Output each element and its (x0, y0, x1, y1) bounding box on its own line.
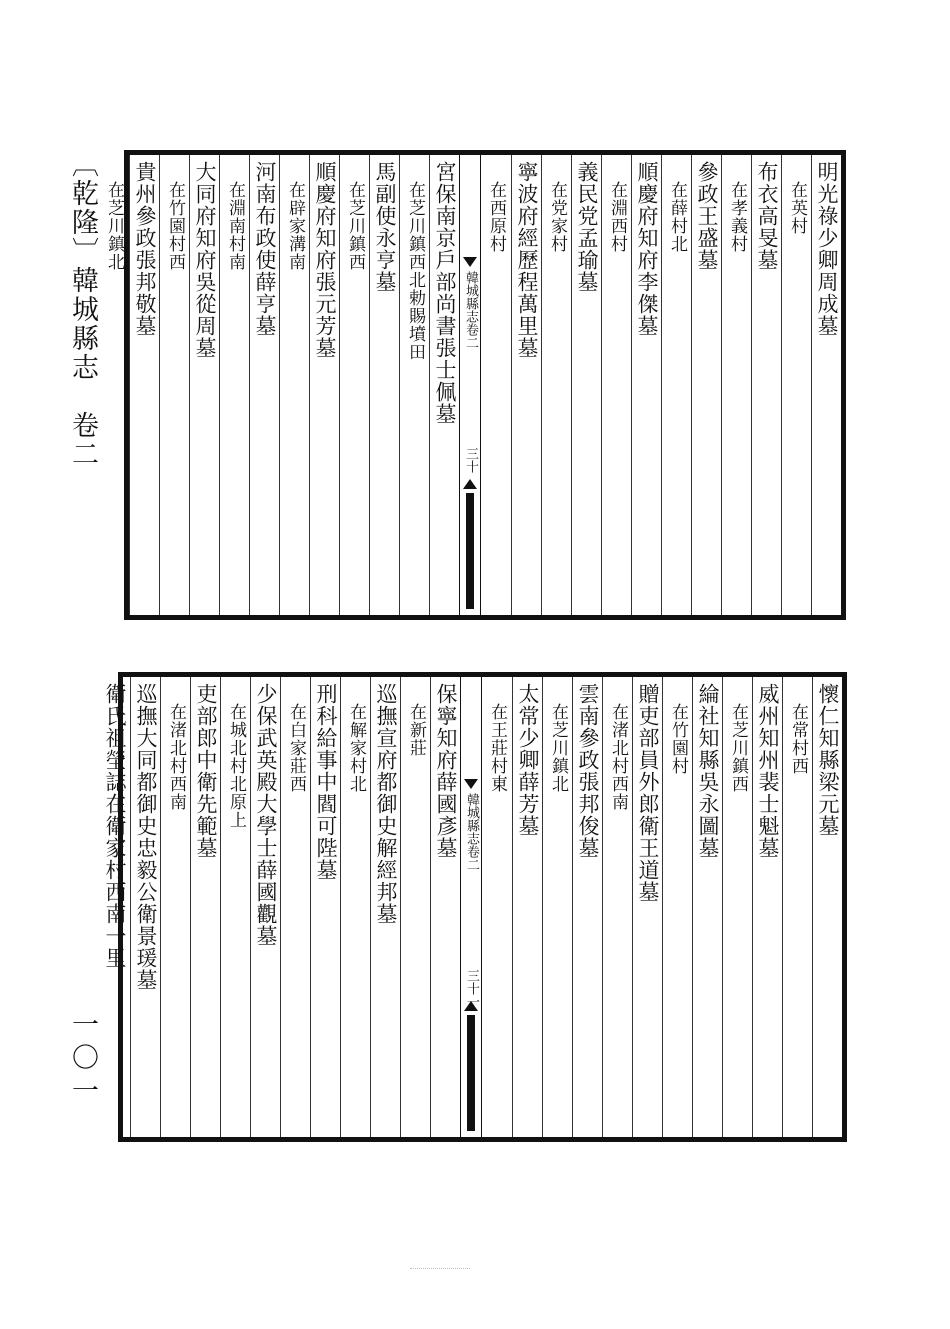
location-note-column (482, 677, 512, 1137)
tomb-entry-column (751, 155, 781, 615)
tomb-entry: 太常少卿薛芳墓 (516, 683, 540, 837)
location-note: 在新莊 (406, 703, 426, 757)
bottom-fold-center (460, 677, 482, 1137)
location-note-column (481, 155, 511, 615)
top-right-half (481, 155, 841, 615)
location-note: 在王莊村東 (487, 703, 507, 793)
tomb-entry-column (129, 155, 159, 615)
location-note: 在芝川鎮西 (345, 181, 365, 271)
bottom-right-half (482, 677, 842, 1137)
fish-tail-bottom-marker (463, 479, 477, 489)
tomb-entry: 寧波府經歷程萬里墓 (515, 161, 539, 359)
tomb-entry: 明光祿少卿周成墓 (815, 161, 839, 337)
tomb-entry: 順慶府知府張元芳墓 (313, 161, 337, 359)
location-note: 在芝川鎮北 (104, 181, 124, 271)
tomb-entry-column (572, 677, 602, 1137)
bottom-fold-number: 三十一 (464, 969, 479, 1008)
location-note: 在芝川鎮西 (728, 703, 748, 793)
tomb-entry-column (249, 155, 279, 615)
location-note-column (661, 155, 691, 615)
top-left-half (99, 155, 459, 615)
location-note: 在芝川鎮西北勅賜墳田 (405, 181, 425, 361)
fold-black-bar (467, 1015, 475, 1131)
tomb-entry: 保寧知府薛國彥墓 (434, 683, 458, 859)
tomb-entry-column (811, 155, 841, 615)
tomb-entry: 威州知州裴士魁墓 (756, 683, 780, 859)
bottom-left-half (100, 677, 460, 1137)
location-note: 在渚北村西南 (608, 703, 628, 811)
location-note-column (662, 677, 692, 1137)
tomb-entry: 河南布政使薛亨墓 (253, 161, 277, 337)
tomb-entry: 布衣高旻墓 (755, 161, 779, 271)
location-note-column (782, 677, 812, 1137)
tomb-entry-column (429, 155, 459, 615)
location-note-column (220, 677, 250, 1137)
location-note-column (602, 677, 632, 1137)
location-note: 在西原村 (486, 181, 506, 253)
tomb-entry-column (310, 677, 340, 1137)
tomb-entry-column (812, 677, 842, 1137)
tomb-entry: 少保武英殿大學士薛國觀墓 (254, 683, 278, 947)
location-note-column (722, 677, 752, 1137)
tomb-entry-column (369, 155, 399, 615)
location-note: 在孝義村 (727, 181, 747, 253)
tomb-entry: 義民党孟瑜墓 (575, 161, 599, 293)
fish-tail-top-marker (464, 779, 478, 789)
location-note-column (541, 155, 571, 615)
top-fold-label: 韓城縣志卷二 (463, 271, 478, 349)
location-note: 在薛村北 (667, 181, 687, 253)
tomb-entry: 大同府知府吳從周墓 (193, 161, 217, 359)
location-note: 在英村 (787, 181, 807, 235)
location-note-column (280, 677, 310, 1137)
tomb-entry: 懷仁知縣梁元墓 (816, 683, 840, 837)
tomb-entry: 參政王盛墓 (695, 161, 719, 271)
location-note-column (340, 677, 370, 1137)
tomb-entry: 巡撫宣府都御史解經邦墓 (374, 683, 398, 925)
tomb-entry: 綸社知縣吳永圖墓 (696, 683, 720, 859)
location-note-column (399, 155, 429, 615)
tomb-entry: 馬副使永亨墓 (373, 161, 397, 293)
top-fold-number: 三十 (463, 447, 478, 473)
tomb-entry: 贈吏部員外郎衛王道墓 (636, 683, 660, 903)
location-note: 在解家村北 (346, 703, 366, 793)
tomb-entry-column (692, 677, 722, 1137)
location-note: 在白家莊西 (286, 703, 306, 793)
top-fold-center (459, 155, 481, 615)
tomb-entry-column (190, 677, 220, 1137)
location-note-column (339, 155, 369, 615)
location-note-column (542, 677, 572, 1137)
tomb-entry-column (571, 155, 601, 615)
tomb-entry: 貴州參政張邦敬墓 (133, 161, 157, 337)
tomb-entry: 順慶府知府李傑墓 (635, 161, 659, 337)
tomb-entry-column (631, 155, 661, 615)
location-note: 在竹園村西 (165, 181, 185, 271)
location-note-column (400, 677, 430, 1137)
location-note-column (99, 155, 129, 615)
book-title-margin: 〔乾隆〕韓城縣志 卷二 (67, 150, 98, 469)
tomb-entry-column (430, 677, 460, 1137)
location-note-column (721, 155, 751, 615)
tomb-entry: 刑科給事中閻可陛墓 (314, 683, 338, 881)
page-number: 一〇一 (67, 1010, 98, 1109)
location-note: 在淵南村南 (225, 181, 245, 271)
location-note-column (601, 155, 631, 615)
location-note-column (159, 155, 189, 615)
tomb-entry-column (189, 155, 219, 615)
tomb-entry: 吏部郎中衛先範墓 (194, 683, 218, 859)
location-note-column (781, 155, 811, 615)
tomb-entry: 巡撫大同都御史忠毅公衛景瑗墓 (134, 683, 158, 991)
location-note: 在常村西 (788, 703, 808, 775)
bottom-page-frame (103, 672, 847, 1142)
location-note: 在渚北村西南 (166, 703, 186, 811)
tomb-entry: 宮保南京戶部尚書張士佩墓 (433, 161, 457, 425)
location-note: 在芝川鎮北 (548, 703, 568, 793)
tomb-entry: 雲南參政張邦俊墓 (576, 683, 600, 859)
tomb-entry: 衛氏祖塋誌在衛家村西南一里 (103, 683, 127, 969)
location-note-column (160, 677, 190, 1137)
location-note: 在淵西村 (607, 181, 627, 253)
bottom-fold-label: 韓城縣志卷二 (464, 793, 479, 871)
tomb-entry-column (100, 677, 130, 1137)
tomb-entry-column (309, 155, 339, 615)
tomb-entry-column (691, 155, 721, 615)
location-note: 在辟家溝南 (285, 181, 305, 271)
fold-black-bar (466, 493, 474, 609)
fish-tail-bottom-marker (464, 1001, 478, 1011)
tomb-entry-column (370, 677, 400, 1137)
top-page-frame (104, 150, 846, 620)
tomb-entry-column (250, 677, 280, 1137)
tomb-entry-column (512, 677, 542, 1137)
location-note: 在城北村北原上 (226, 703, 246, 829)
tomb-entry-column (632, 677, 662, 1137)
location-note-column (279, 155, 309, 615)
fish-tail-top-marker (463, 257, 477, 267)
location-note-column (219, 155, 249, 615)
tomb-entry-column (511, 155, 541, 615)
location-note: 在党家村 (547, 181, 567, 253)
tomb-entry-column (130, 677, 160, 1137)
location-note: 在竹園村 (668, 703, 688, 775)
tomb-entry-column (752, 677, 782, 1137)
scan-footer-mark (410, 1268, 470, 1273)
